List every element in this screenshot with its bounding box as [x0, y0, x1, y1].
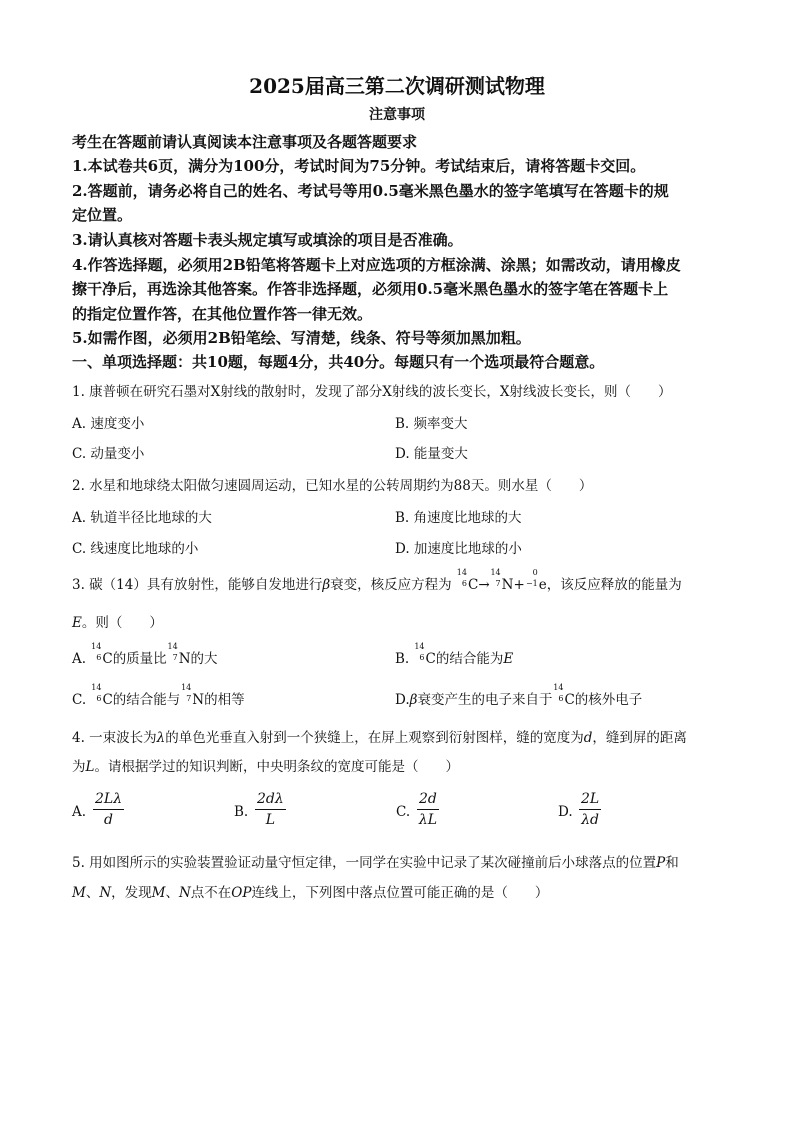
q3-eq-plus: + [513, 577, 525, 593]
q3-option-c[interactable]: C. 14 6 C的结合能与 14 7 N的相等 [72, 683, 245, 708]
q5-line-op: OP [231, 885, 252, 901]
q2-option-a[interactable]: A. 轨道半径比地球的大 [72, 510, 212, 526]
q4-option-c-fraction[interactable] [417, 791, 439, 828]
q4-option-d-fraction[interactable] [579, 791, 601, 828]
notice-item-4-cont-1: 擦干净后，再选涂其他答案。作答非选择题，必须用0.5毫米黑色墨水的签字笔在答题卡上 [72, 280, 669, 298]
q4-option-b-label[interactable]: B. [234, 804, 249, 820]
notice-item-2-cont: 定位置。 [72, 206, 133, 224]
q4-lambda: λ [156, 730, 166, 746]
q4-option-a-label[interactable]: A. [72, 804, 87, 820]
q4-option-c-numerator: 2d [417, 791, 439, 810]
section-heading: 一、单项选择题：共10题，每题4分，共40分。每题只有一个选项最符合题意。 [72, 353, 605, 371]
notice-intro: 考生在答题前请认真阅读本注意事项及各题答题要求 [72, 133, 418, 151]
q3-stem-part-4: 。则（ ） [81, 615, 163, 631]
q2-option-c[interactable]: C. 线速度比地球的小 [72, 541, 199, 557]
notice-heading: 注意事项 [369, 107, 425, 123]
q4-option-d-denominator: λd [581, 812, 600, 828]
q1-option-a[interactable]: A. 速度变小 [72, 416, 145, 432]
q2-option-b[interactable]: B. 角速度比地球的大 [395, 510, 522, 526]
q3-eq-n: N [501, 577, 514, 593]
q3-eq-arrow: → [478, 577, 490, 593]
q1-option-c[interactable]: C. 动量变小 [72, 446, 145, 462]
q4-option-a-numerator: 2Lλ [93, 791, 124, 810]
question-4-stem: 4. 一束波长为λ的单色光垂直入射到一个狭缝上，在屏上观察到衍射图样，缝的宽度为d，缝到屏的距离 [72, 730, 687, 746]
q3-eq-c-nuclide: 14 6 [456, 568, 467, 588]
q1-option-d[interactable]: D. 能量变大 [395, 446, 468, 462]
q4-option-b-denominator: L [265, 812, 276, 828]
notice-item-4: 4.作答选择题，必须用2B铅笔将答题卡上对应选项的方框涂满、涂黑；如需改动，请用橡皮 [72, 256, 681, 274]
notice-item-2: 2.答题前，请务必将自己的姓名、考试号等用0.5毫米黑色墨水的签字笔填写在答题卡的规 [72, 182, 669, 200]
q3-option-a[interactable]: A. 14 6 C的质量比 14 7 N的大 [72, 642, 218, 667]
q3-beta: β [322, 577, 331, 593]
q4-option-c-label[interactable]: C. [396, 804, 411, 820]
q4-option-d-label[interactable]: D. [558, 804, 573, 820]
notice-item-4-cont-2: 的指定位置作答，在其他位置作答一律无效。 [72, 305, 373, 323]
q3-eq-c: C [467, 577, 479, 593]
q4-distance: L [85, 759, 95, 775]
question-1-stem: 1. 康普顿在研究石墨对X射线的散射时，发现了部分X射线的波长变长，X射线波长变长，则（ ） [72, 384, 672, 400]
q2-option-d[interactable]: D. 加速度比地球的小 [395, 541, 522, 557]
q3-eq-e: e [538, 577, 547, 593]
q4-option-c-denominator: λL [418, 812, 438, 828]
q1-option-b[interactable]: B. 频率变大 [395, 416, 468, 432]
question-2-stem: 2. 水星和地球绕太阳做匀速圆周运动，已知水星的公转周期约为88天。则水星（ ） [72, 478, 593, 494]
question-5-stem-line-2: M、N，发现M、N点不在OP连线上，下列图中落点位置可能正确的是（ ） [72, 885, 549, 901]
q5-point-p: P [656, 855, 666, 871]
q4-option-a-fraction[interactable] [93, 791, 124, 828]
q4-option-b-fraction[interactable] [255, 791, 286, 828]
q3-stem-part-1: 3. 碳（14）具有放射性，能够自发地进行 [72, 577, 323, 593]
q3-energy-symbol: E [72, 615, 82, 631]
question-4-stem-line-2: 为L。请根据学过的知识判断，中央明条纹的宽度可能是（ ） [72, 759, 459, 775]
question-3-stem-line-2 [72, 611, 163, 631]
q3-stem-part-3: ，该反应释放的能量为 [546, 577, 682, 593]
notice-item-3: 3.请认真核对答题卡表头规定填写或填涂的项目是否准确。 [72, 231, 463, 249]
q3-eq-e-nuclide: 0 −1 [525, 568, 538, 588]
question-5-stem: 5. 用如图所示的实验装置验证动量守恒定律，一同学在实验中记录了某次碰撞前后小球落点的位置P和 [72, 855, 679, 871]
q4-option-a-denominator: d [104, 812, 114, 828]
exam-title: 2025届高三第二次调研测试物理 [249, 74, 545, 98]
q3-option-b[interactable]: B. 14 6 C的结合能为E [395, 642, 514, 667]
notice-item-1: 1.本试卷共6页，满分为100分，考试时间为75分钟。考试结束后，请将答题卡交回。 [72, 157, 646, 175]
q4-option-b-numerator: 2dλ [255, 791, 286, 810]
q3-option-d[interactable]: D.β衰变产生的电子来自于 14 6 C的核外电子 [395, 683, 643, 708]
question-3-stem [72, 568, 682, 593]
q3-stem-part-2: 衰变，核反应方程为 [330, 577, 452, 593]
q3-eq-n-nuclide: 14 7 [490, 568, 501, 588]
q4-option-d-numerator: 2L [579, 791, 601, 810]
notice-item-5: 5.如需作图，必须用2B铅笔绘、写清楚，线条、符号等须加黑加粗。 [72, 329, 531, 347]
q4-slit-width: d [583, 730, 593, 746]
